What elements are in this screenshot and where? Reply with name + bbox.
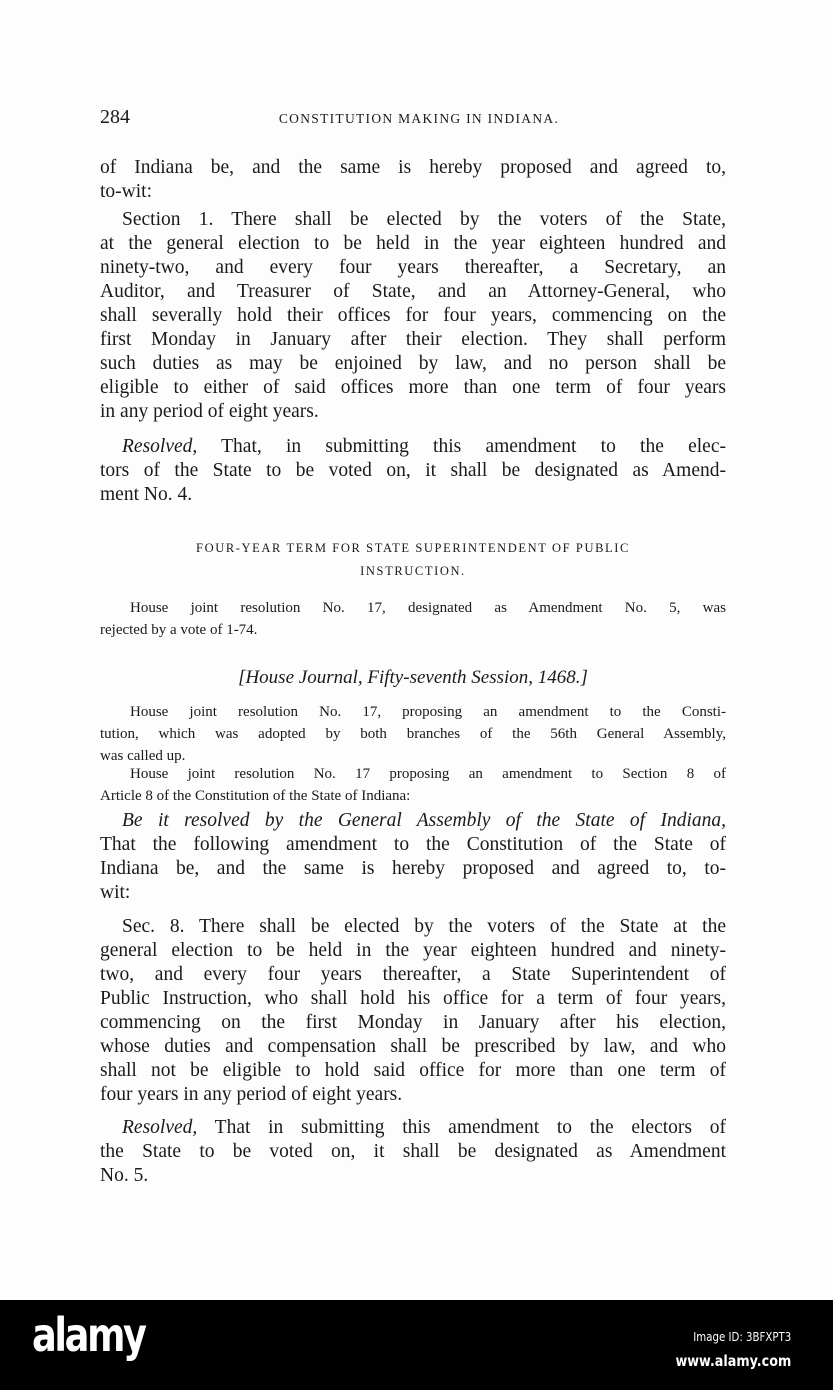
- text-line: shall severally hold their offices for four years, commencing on the: [100, 305, 726, 326]
- journal-citation: [100, 666, 726, 690]
- text-line: [House Journal, Fifty-seventh Session, 1468.]: [238, 667, 588, 688]
- text-line: of Indiana be, and the same is hereby proposed and agreed to,: [100, 157, 726, 178]
- image-id: Image ID: 3BFXPT3: [693, 1330, 791, 1344]
- text-line: Auditor, and Treasurer of State, and an Attorney-General, who: [100, 281, 726, 302]
- paragraph-be-it-resolved: [100, 809, 726, 905]
- paragraph-section-1: [100, 208, 726, 424]
- section-heading: [100, 537, 726, 583]
- text-line: tors of the State to be voted on, it shall be designated as Amend-: [100, 460, 726, 481]
- text-line: was called up.: [100, 748, 186, 764]
- text-line: [100, 1116, 726, 1140]
- line-text: That, in submitting this amendment to the elec-: [197, 436, 726, 457]
- line-text: That in submitting this amendment to the electors of: [197, 1117, 726, 1138]
- text-line: to-wit:: [100, 181, 152, 202]
- text-line: tution, which was adopted by both branches of the 56th General Assembly,: [100, 726, 726, 742]
- paragraph-called-up: [100, 701, 726, 767]
- paragraph-rejection-note: [100, 597, 726, 641]
- text-line: House joint resolution No. 17 proposing an amendment to Section 8 of: [130, 766, 726, 782]
- text-line: Sec. 8. There shall be elected by the voters of the State at the: [122, 916, 726, 937]
- text-line: at the general election to be held in the year eighteen hundred and: [100, 233, 726, 254]
- text-line: two, and every four years thereafter, a State Superintendent of: [100, 964, 726, 985]
- paragraph-resolved-amendment-4: [100, 435, 726, 507]
- text-line: Public Instruction, who shall hold his office for a term of four years,: [100, 988, 726, 1009]
- text-line: [100, 809, 726, 833]
- text-line: general election to be held in the year eighteen hundred and ninety-: [100, 940, 726, 961]
- text-line: whose duties and compensation shall be prescribed by law, and who: [100, 1036, 726, 1057]
- text-line: INSTRUCTION.: [360, 564, 466, 578]
- watermark-bar: [0, 1300, 833, 1390]
- italic-text: Resolved,: [122, 436, 198, 457]
- text-line: Indiana be, and the same is hereby proposed and agreed to, to-: [100, 858, 726, 879]
- text-line: House joint resolution No. 17, proposing an amendment to the Consti-: [130, 704, 726, 720]
- italic-text: Be it resolved by the General Assembly of the State of Indiana,: [122, 810, 726, 831]
- text-line: shall not be eligible to hold said office for more than one term of: [100, 1060, 726, 1081]
- text-line: wit:: [100, 882, 131, 903]
- text-line: That the following amendment to the Constitution of the State of: [100, 834, 726, 855]
- text-line: such duties as may be enjoined by law, and no person shall be: [100, 353, 726, 374]
- text-line: [100, 435, 726, 459]
- text-line: ment No. 4.: [100, 484, 193, 505]
- text-line: No. 5.: [100, 1165, 149, 1186]
- paragraph-resolved-amendment-5: [100, 1116, 726, 1188]
- text-line: Section 1. There shall be elected by the voters of the State,: [122, 209, 726, 230]
- site-url: www.alamy.com: [675, 1352, 791, 1370]
- page-number: 284: [100, 106, 130, 128]
- text-line: in any period of eight years.: [100, 401, 319, 422]
- italic-text: Resolved,: [122, 1117, 198, 1138]
- alamy-logo: alamy: [32, 1308, 145, 1362]
- text-line: Article 8 of the Constitution of the State of Indiana:: [100, 788, 411, 804]
- running-title: CONSTITUTION MAKING IN INDIANA.: [278, 111, 560, 126]
- paragraph-resolution-title: [100, 763, 726, 807]
- text-line: the State to be voted on, it shall be designated as Amendment: [100, 1141, 726, 1162]
- text-line: rejected by a vote of 1-74.: [100, 622, 258, 638]
- text-line: House joint resolution No. 17, designated as Amendment No. 5, was: [130, 600, 726, 616]
- text-line: four years in any period of eight years.: [100, 1084, 403, 1105]
- text-line: first Monday in January after their election. They shall perform: [100, 329, 726, 350]
- text-line: commencing on the first Monday in January after his election,: [100, 1012, 726, 1033]
- text-line: eligible to either of said offices more than one term of four years: [100, 377, 726, 398]
- paragraph-proposal-close: [100, 156, 726, 204]
- text-line: FOUR-YEAR TERM FOR STATE SUPERINTENDENT OF PUBLIC: [196, 541, 630, 555]
- paragraph-section-8: [100, 915, 726, 1107]
- text-line: ninety-two, and every four years thereafter, a Secretary, an: [100, 257, 726, 278]
